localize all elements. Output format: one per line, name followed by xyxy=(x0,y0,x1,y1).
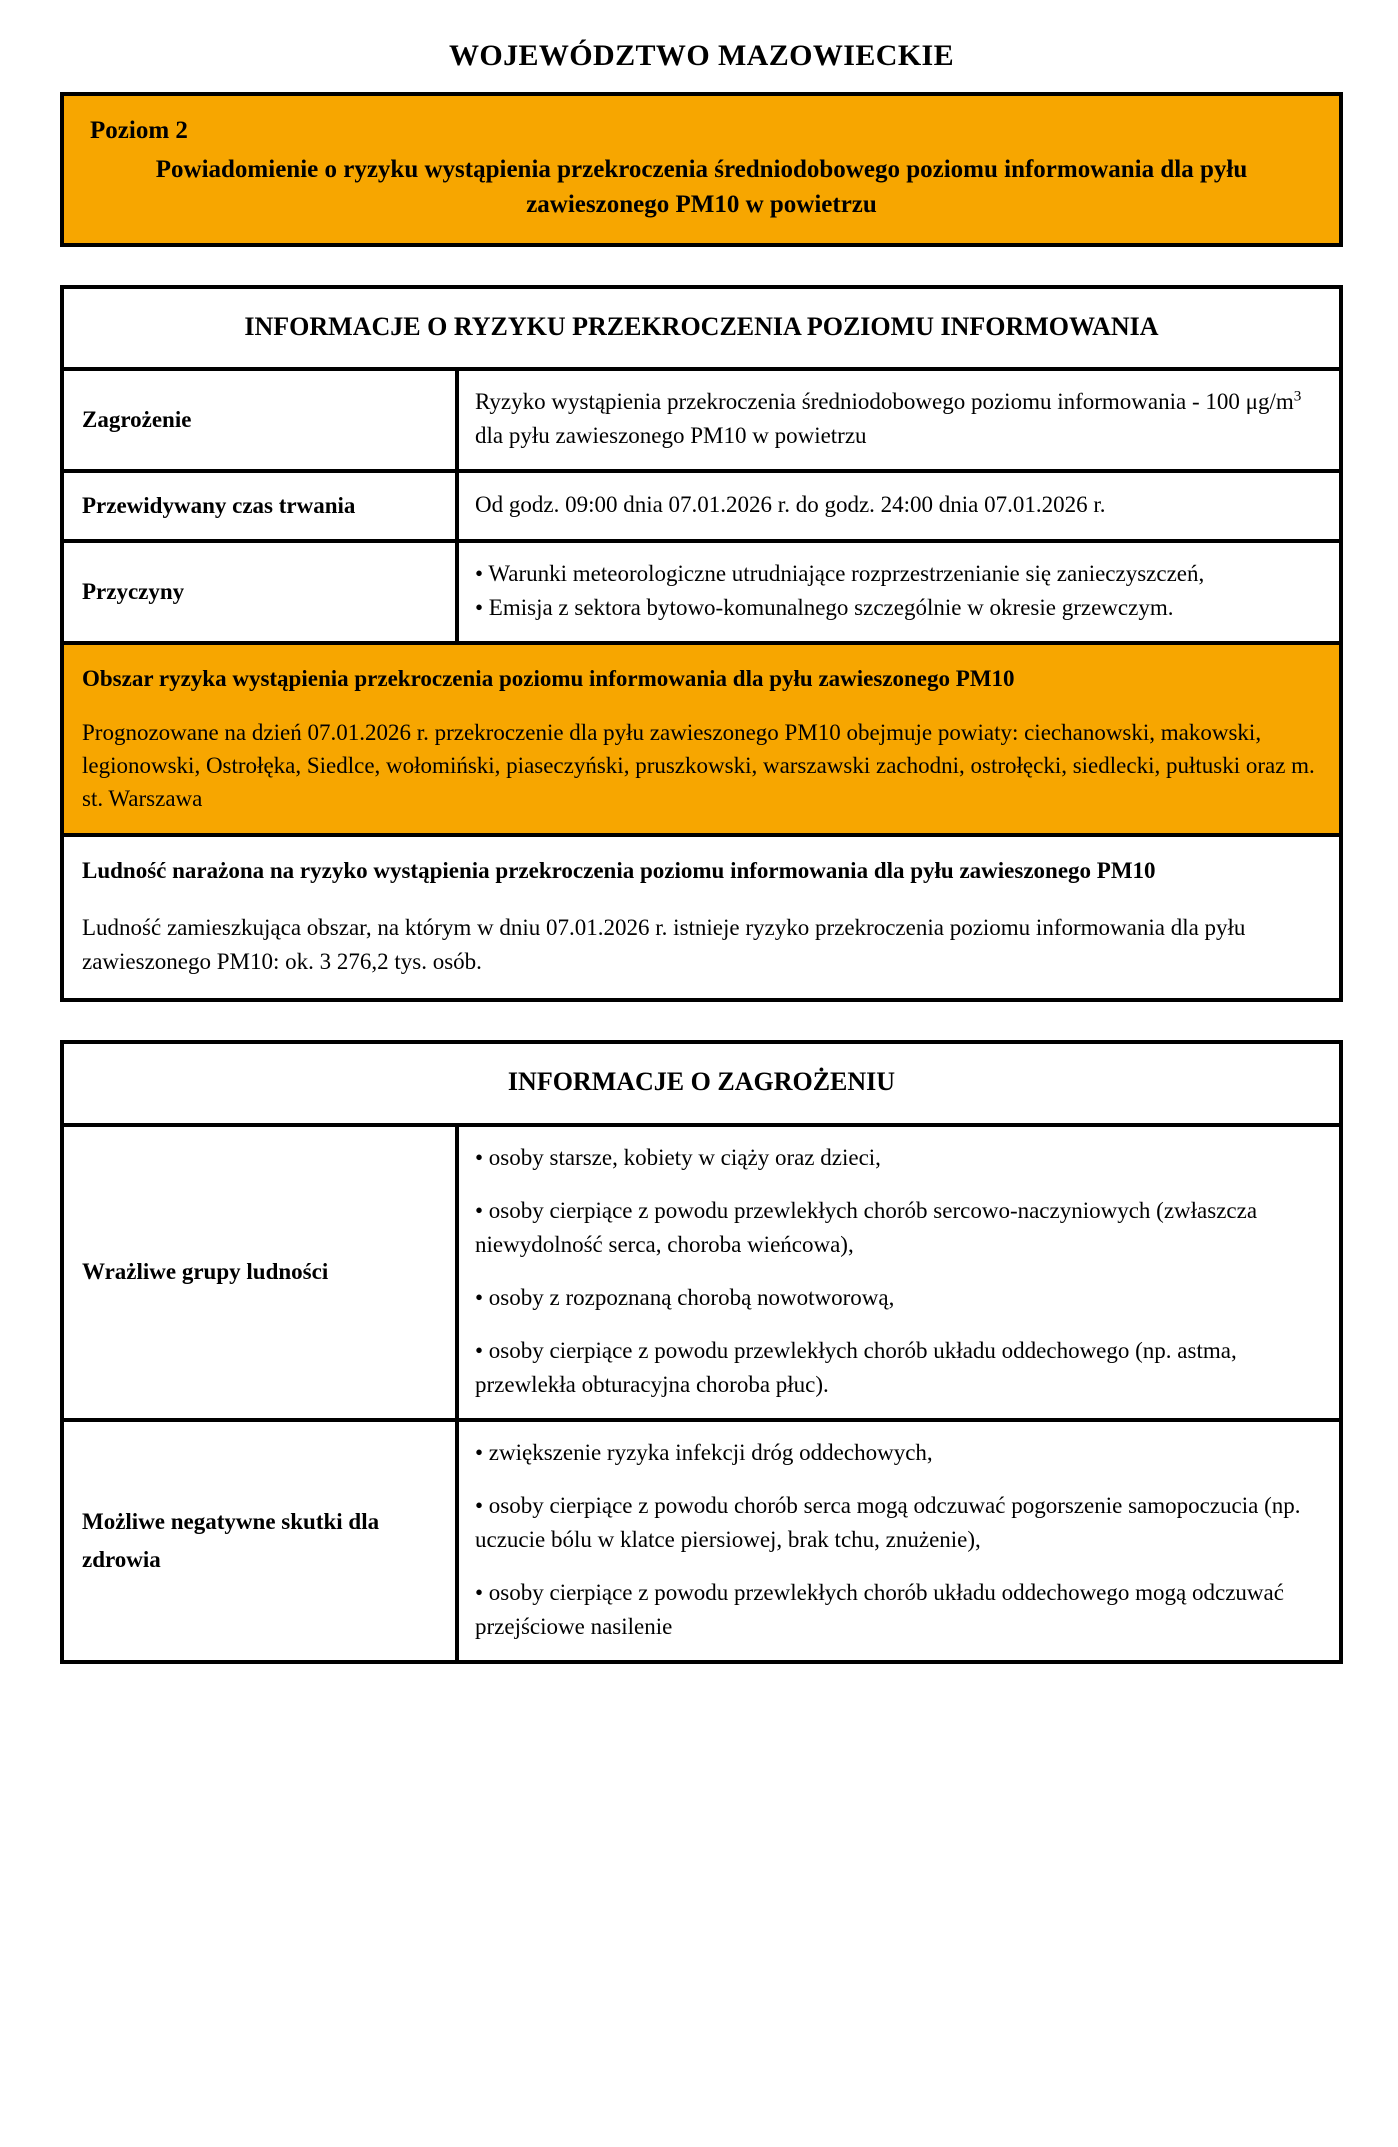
table-row-duration xyxy=(64,473,1339,543)
row-value-hazard xyxy=(459,371,1339,469)
exposed-population-body: Ludność zamieszkująca obszar, na którym w dniu 07.01.2026 r. istnieje ryzyko przekroczenia poziomu informowania dla pyłu zawieszonego PM10: ok. 3 276,2 tys. osób. xyxy=(82,915,1246,974)
hazard-section-title: INFORMACJE O ZAGROŻENIU xyxy=(64,1044,1339,1127)
table-row-hazard xyxy=(64,371,1339,473)
row-label-sensitive-groups: Wrażliwe grupy ludności xyxy=(64,1127,459,1418)
cause-bullet: • Emisja z sektora bytowo-komunalnego szczególnie w okresie grzewczym. xyxy=(475,595,1174,621)
row-value-causes xyxy=(459,543,1339,641)
row-label-duration: Przewidywany czas trwania xyxy=(64,473,459,539)
sensitive-group-bullet: • osoby cierpiące z powodu przewlekłych chorób układu oddechowego (np. astma, przewlekła obturacyjna choroba płuc). xyxy=(475,1337,1237,1397)
risk-section-title: INFORMACJE O RYZYKU PRZEKROCZENIA POZIOMU INFORMOWANIA xyxy=(64,289,1339,372)
table-row-causes xyxy=(64,543,1339,645)
row-label-health-effects: Możliwe negatywne skutki dla zdrowia xyxy=(64,1422,459,1660)
hazard-information-block xyxy=(60,1040,1343,1664)
risk-area-heading: Obszar ryzyka wystąpienia przekroczenia poziomu informowania dla pyłu zawieszonego PM10 xyxy=(82,666,1015,692)
risk-area-block xyxy=(64,645,1339,837)
row-value-health-effects xyxy=(459,1422,1339,1660)
exposed-population-block xyxy=(64,837,1339,998)
row-value-sensitive-groups xyxy=(459,1127,1339,1418)
health-effect-bullet: • zwiększenie ryzyka infekcji dróg oddechowych, xyxy=(475,1439,933,1465)
sensitive-group-bullet: • osoby starsze, kobiety w ciąży oraz dzieci, xyxy=(475,1144,881,1170)
health-effect-bullet: • osoby cierpiące z powodu chorób serca mogą odczuwać pogorszenie samopoczucia (np. uczucie bólu w klatce piersiowej, brak tchu, znużenie), xyxy=(475,1492,1301,1552)
level-banner xyxy=(60,92,1343,247)
hazard-text-prefix: Ryzyko wystąpienia przekroczenia średniodobowego poziomu informowania - 100 μg/m xyxy=(475,389,1294,415)
sensitive-group-bullet: • osoby cierpiące z powodu przewlekłych chorób sercowo-naczyniowych (zwłaszcza niewydolność serca, choroba wieńcowa), xyxy=(475,1197,1258,1257)
level-description: Powiadomienie o ryzyku wystąpienia przekroczenia średniodobowego poziomu informowania dla pyłu zawieszonego PM10 w powietrzu xyxy=(155,155,1248,218)
page-title: WOJEWÓDZTWO MAZOWIECKIE xyxy=(448,39,955,72)
row-label-causes: Przyczyny xyxy=(64,543,459,641)
hazard-exponent: 3 xyxy=(1293,387,1302,405)
table-row-health-effects xyxy=(64,1422,1339,1660)
hazard-text-suffix: dla pyłu zawieszonego PM10 w powietrzu xyxy=(475,423,867,449)
risk-area-body: Prognozowane na dzień 07.01.2026 r. przekroczenie dla pyłu zawieszonego PM10 obejmuje powiaty: ciechanowski, makowski, legionowski, Ostrołęka, Siedlce, wołomiński, piaseczyński, pruszkowski, warszawski zachodni, ostrołęcki, siedlecki, pułtuski oraz m. st. Warszawa xyxy=(82,719,1315,812)
sensitive-group-bullet: • osoby z rozpoznaną chorobą nowotworową, xyxy=(475,1284,895,1310)
duration-text: Od godz. 09:00 dnia 07.01.2026 r. do godz. 24:00 dnia 07.01.2026 r. xyxy=(475,492,1106,518)
row-value-duration xyxy=(459,473,1339,539)
health-effect-bullet: • osoby cierpiące z powodu przewlekłych chorób układu oddechowego mogą odczuwać przejściowe nasilenie xyxy=(475,1579,1284,1639)
cause-bullet: • Warunki meteorologiczne utrudniające rozprzestrzenianie się zanieczyszczeń, xyxy=(475,561,1205,587)
table-row-sensitive-groups xyxy=(64,1127,1339,1422)
row-label-hazard: Zagrożenie xyxy=(64,371,459,469)
risk-information-block xyxy=(60,285,1343,1002)
exposed-population-heading: Ludność narażona na ryzyko wystąpienia przekroczenia poziomu informowania dla pyłu zawieszonego PM10 xyxy=(82,858,1156,884)
level-label: Poziom 2 xyxy=(90,117,188,144)
